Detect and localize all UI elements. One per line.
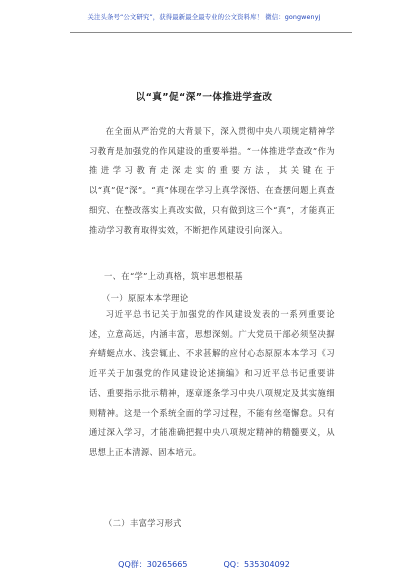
header-divider	[70, 32, 352, 33]
subsection-heading-1: （一）原原本本学理论	[102, 293, 189, 303]
footer-contact	[0, 559, 408, 570]
footer-qq-number: QQ：535304092	[223, 560, 290, 569]
section-heading-1: 一、在“学”上动真格，筑牢思想根基	[104, 271, 243, 281]
subsection-heading-2: （二）丰富学习形式	[104, 518, 182, 528]
footer-qq-group: QQ群：30265665	[118, 560, 188, 569]
document-title: 以“真”促“深”一体推进学查改	[135, 92, 273, 103]
intro-paragraph: 在全面从严治党的大背景下，深入贯彻中央八项规定精神学习教育是加强党的作风建设的重要举措。“一体推进学查改”作为推进学习教育走深走实的重要方法，其关键在于以“真”促“深”。“真”体现在学习上真学深悟、在查摆问题上真查细究、在整改落实上真改实做，只有做到这三个“真”，才能真正推动学习教育取得实效，不断把作风建设引向深入。	[89, 126, 335, 235]
header-note: 关注头条号“公文研究”，获得最新最全最专业的公文资料库！ 微信：gongwenyj	[87, 13, 321, 21]
subsection-paragraph-1: 习近平总书记关于加强党的作风建设发表的一系列重要论述，立意高远，内涵丰富，思想深刻。广大党员干部必须坚决摒弃蜻蜓点水、浅尝辄止、不求甚解的应付心态原原本本学习《习近平关于加强党的作风建设论述摘编》和习近平总书记重要讲话、重要指示批示精神，逐章逐条学习中央八项规定及其实施细则精神。这是一个系统全面的学习过程，不能有丝毫懈怠。只有通过深入学习，才能准确把握中央八项规定精神的精髓要义，从思想上正本清源、固本培元。	[89, 309, 335, 457]
